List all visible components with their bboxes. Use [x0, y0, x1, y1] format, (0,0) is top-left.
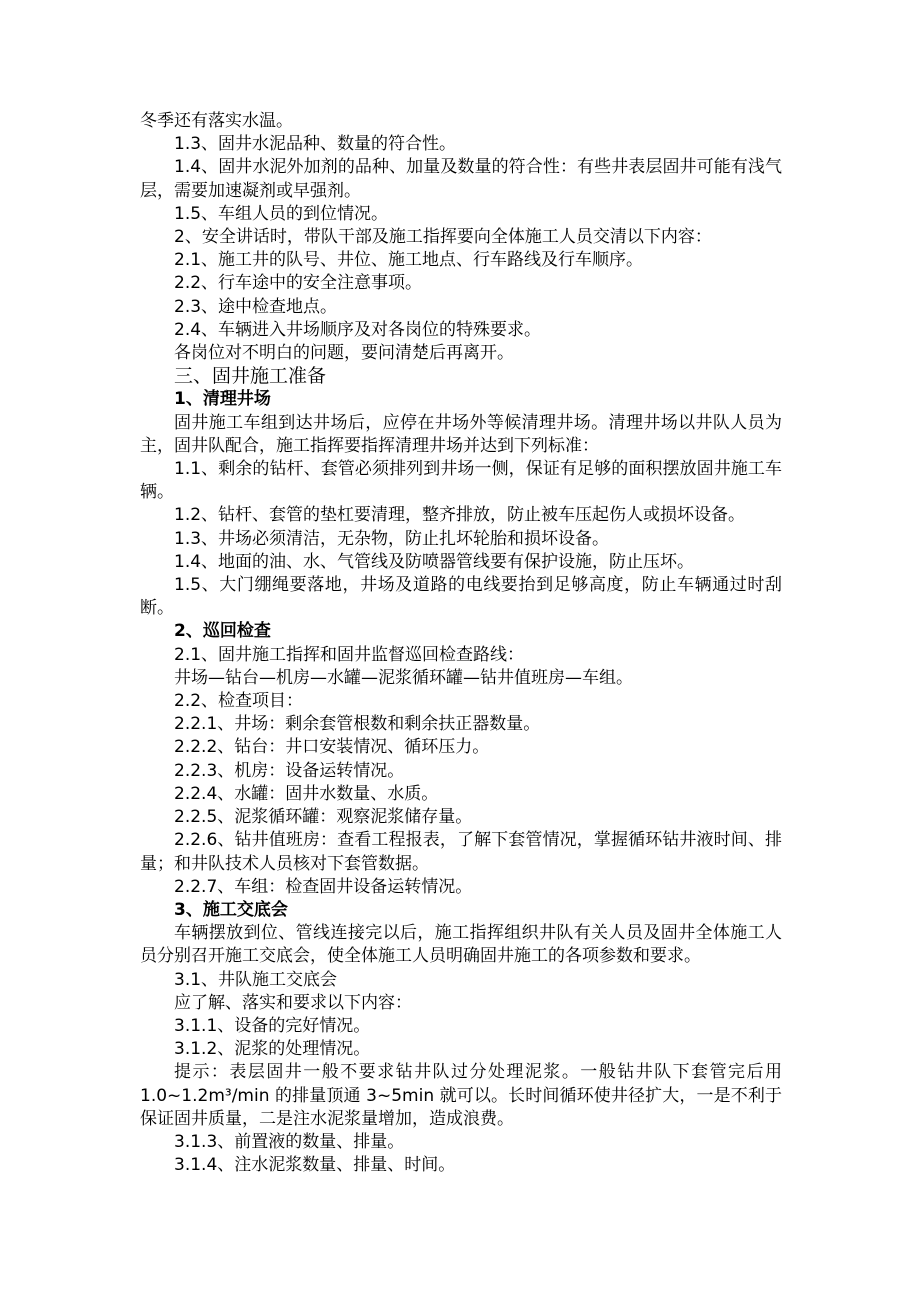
text-line: 3.1.2、泥浆的处理情况。 [174, 1039, 371, 1060]
text-line: 3.1、井队施工交底会 [174, 969, 338, 990]
text-line: 3.1.3、前置液的数量、排量。 [174, 1131, 405, 1152]
text-paragraph: 1.1、剩余的钻杆、套管必须排列到井场一侧，保证有足够的面积摆放固井施工车辆。 [140, 459, 782, 503]
text-line: 2.2.3、机房：设备运转情况。 [174, 760, 405, 781]
text-line: 2.3、途中检查地点。 [174, 296, 338, 317]
text-line: 应了解、落实和要求以下内容： [174, 992, 412, 1013]
text-paragraph: 车辆摆放到位、管线连接完以后，施工指挥组织井队有关人员及固井全体施工人员分别召开施工交底会，使全体施工人员明确固井施工的各项参数和要求。 [140, 923, 782, 967]
text-line: 2.2、行车途中的安全注意事项。 [174, 273, 423, 294]
text-paragraph: 1.4、固井水泥外加剂的品种、加量及数量的符合性：有些井表层固井可能有浅气层，需要加速凝剂或早强剂。 [140, 157, 782, 201]
text-line: 1.3、固井水泥品种、数量的符合性。 [174, 134, 457, 155]
text-paragraph: 2.2.6、钻井值班房：查看工程报表，了解下套管情况，掌握循环钻井液时间、排量；和井队技术人员核对下套管数据。 [140, 830, 782, 874]
text-line: 3.1.1、设备的完好情况。 [174, 1015, 371, 1036]
section-heading: 三、固井施工准备 [174, 365, 327, 388]
text-line: 2.4、车辆进入井场顺序及对各岗位的特殊要求。 [174, 319, 542, 340]
text-paragraph: 固井施工车组到达井场后，应停在井场外等候清理井场。清理井场以井队人员为主，固井队配合，施工指挥要指挥清理井场并达到下列标准： [140, 412, 782, 456]
text-line: 1.5、车组人员的到位情况。 [174, 203, 389, 224]
text-line: 井场—钻台—机房—水罐—泥浆循环罐—钻井值班房—车组。 [174, 667, 633, 688]
text-line: 2.2.7、车组：检查固井设备运转情况。 [174, 876, 473, 897]
document-body [140, 110, 782, 1177]
subsection-heading: 2、巡回检查 [174, 621, 271, 642]
text-line: 2.2.4、水罐：固井水数量、水质。 [174, 783, 439, 804]
text-paragraph: 1.5、大门绷绳要落地，井场及道路的电线要抬到足够高度，防止车辆通过时刮断。 [140, 575, 782, 619]
subsection-heading: 3、施工交底会 [174, 899, 288, 920]
text-line: 2、安全讲话时，带队干部及施工指挥要向全体施工人员交清以下内容： [174, 227, 712, 248]
text-line: 1.3、井场必须清洁，无杂物，防止扎坏轮胎和损坏设备。 [174, 528, 610, 549]
subsection-heading: 1、清理井场 [174, 389, 271, 410]
text-line: 2.1、固井施工指挥和固井监督巡回检查路线： [174, 644, 525, 665]
text-line: 3.1.4、注水泥浆数量、排量、时间。 [174, 1155, 456, 1176]
text-line: 2.1、施工井的队号、井位、施工地点、行车路线及行车顺序。 [174, 250, 644, 271]
text-line: 2.2.1、井场：剩余套管根数和剩余扶正器数量。 [174, 714, 541, 735]
text-line: 1.4、地面的油、水、气管线及防喷器管线要有保护设施，防止压坏。 [174, 551, 695, 572]
text-line: 冬季还有落实水温。 [140, 111, 293, 131]
text-line: 2.2.5、泥浆循环罐：观察泥浆储存量。 [174, 807, 473, 828]
text-paragraph: 提示：表层固井一般不要求钻井队过分处理泥浆。一般钻井队下套管完后用1.0~1.2m³/min 的排量顶通 3~5min 就可以。长时间循环使井径扩大，一是不利于保证固井质量，二是注水泥浆量增加，造成浪费。 [140, 1062, 782, 1129]
text-line: 2.2.2、钻台：井口安装情况、循环压力。 [174, 737, 490, 758]
text-line: 1.2、钻杆、套管的垫杠要清理，整齐排放，防止被车压起伤人或损坏设备。 [174, 505, 746, 526]
text-line: 各岗位对不明白的问题，要问清楚后再离开。 [174, 343, 514, 364]
text-line: 2.2、检查项目： [174, 691, 304, 712]
